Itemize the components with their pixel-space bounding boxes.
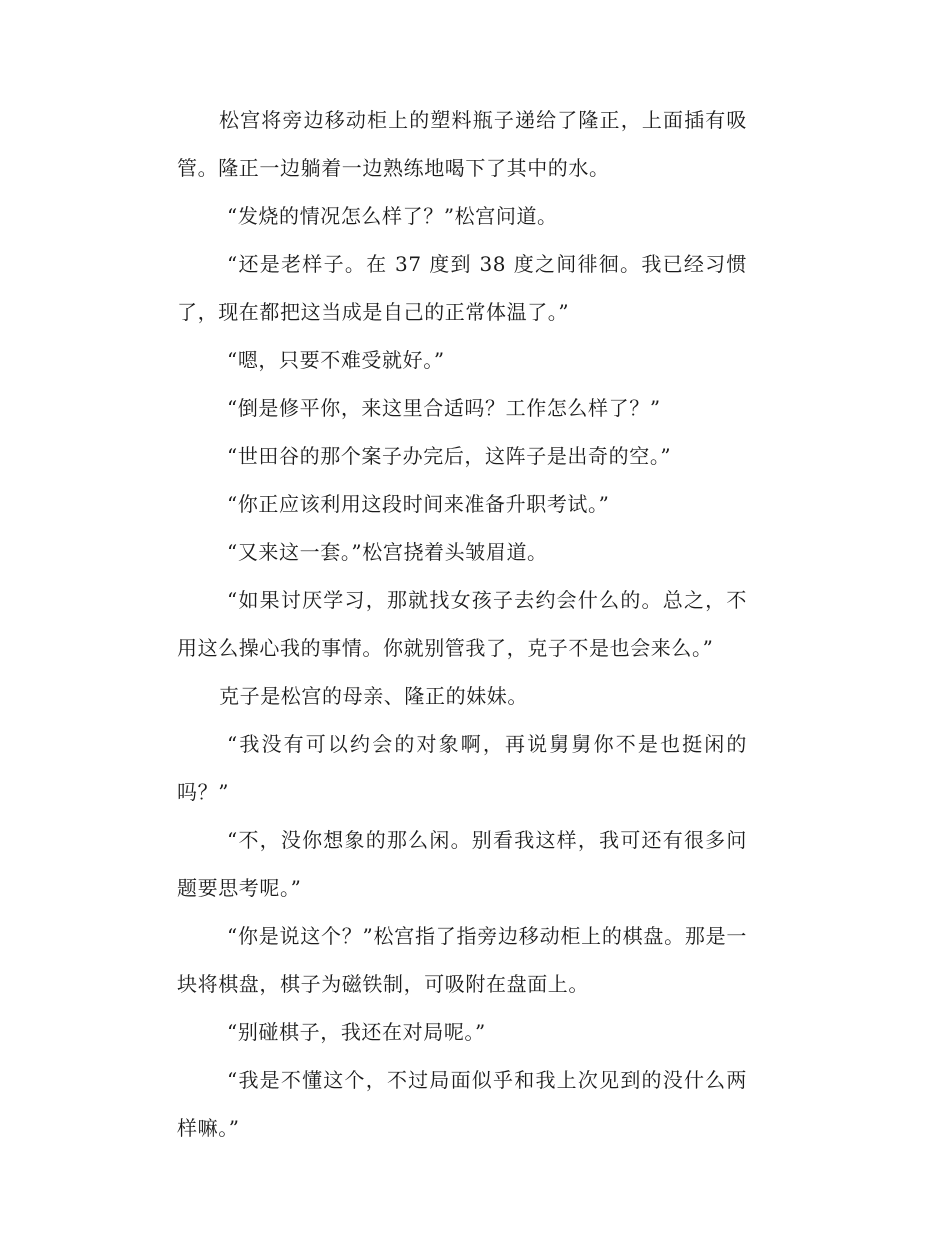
paragraph-11: “我没有可以约会的对象啊，再说舅舅你不是也挺闲的吗？” xyxy=(177,732,747,804)
paragraph-15: “我是不懂这个，不过局面似乎和我上次见到的没什么两样嘛。” xyxy=(177,1068,747,1140)
paragraph-8: “又来这一套。”松宫挠着头皱眉道。 xyxy=(227,540,548,564)
paragraph-2: “发烧的情况怎么样了？”松宫问道。 xyxy=(227,204,558,228)
document-page xyxy=(177,96,747,1152)
paragraph-4: “嗯，只要不难受就好。” xyxy=(227,348,445,372)
paragraph-6: “世田谷的那个案子办完后，这阵子是出奇的空。” xyxy=(227,444,672,468)
paragraph-5: “倒是修平你，来这里合适吗？工作怎么样了？” xyxy=(227,396,661,420)
paragraph-14: “别碰棋子，我还在对局呢。” xyxy=(227,1020,486,1044)
paragraph-7: “你正应该利用这段时间来准备升职考试。” xyxy=(227,492,610,516)
paragraph-3: “还是老样子。在 37 度到 38 度之间徘徊。我已经习惯了，现在都把这当成是自己的正常体温了。” xyxy=(177,252,747,324)
paragraph-1: 松宫将旁边移动柜上的塑料瓶子递给了隆正，上面插有吸管。隆正一边躺着一边熟练地喝下了其中的水。 xyxy=(177,108,747,180)
paragraph-9: “如果讨厌学习，那就找女孩子去约会什么的。总之，不用这么操心我的事情。你就别管我了，克子不是也会来么。” xyxy=(177,588,747,660)
paragraph-10: 克子是松宫的母亲、隆正的妹妹。 xyxy=(219,684,528,708)
paragraph-12: “不，没你想象的那么闲。别看我这样，我可还有很多问题要思考呢。” xyxy=(177,828,747,900)
paragraph-13: “你是说这个？”松宫指了指旁边移动柜上的棋盘。那是一块将棋盘，棋子为磁铁制，可吸附在盘面上。 xyxy=(177,924,747,996)
